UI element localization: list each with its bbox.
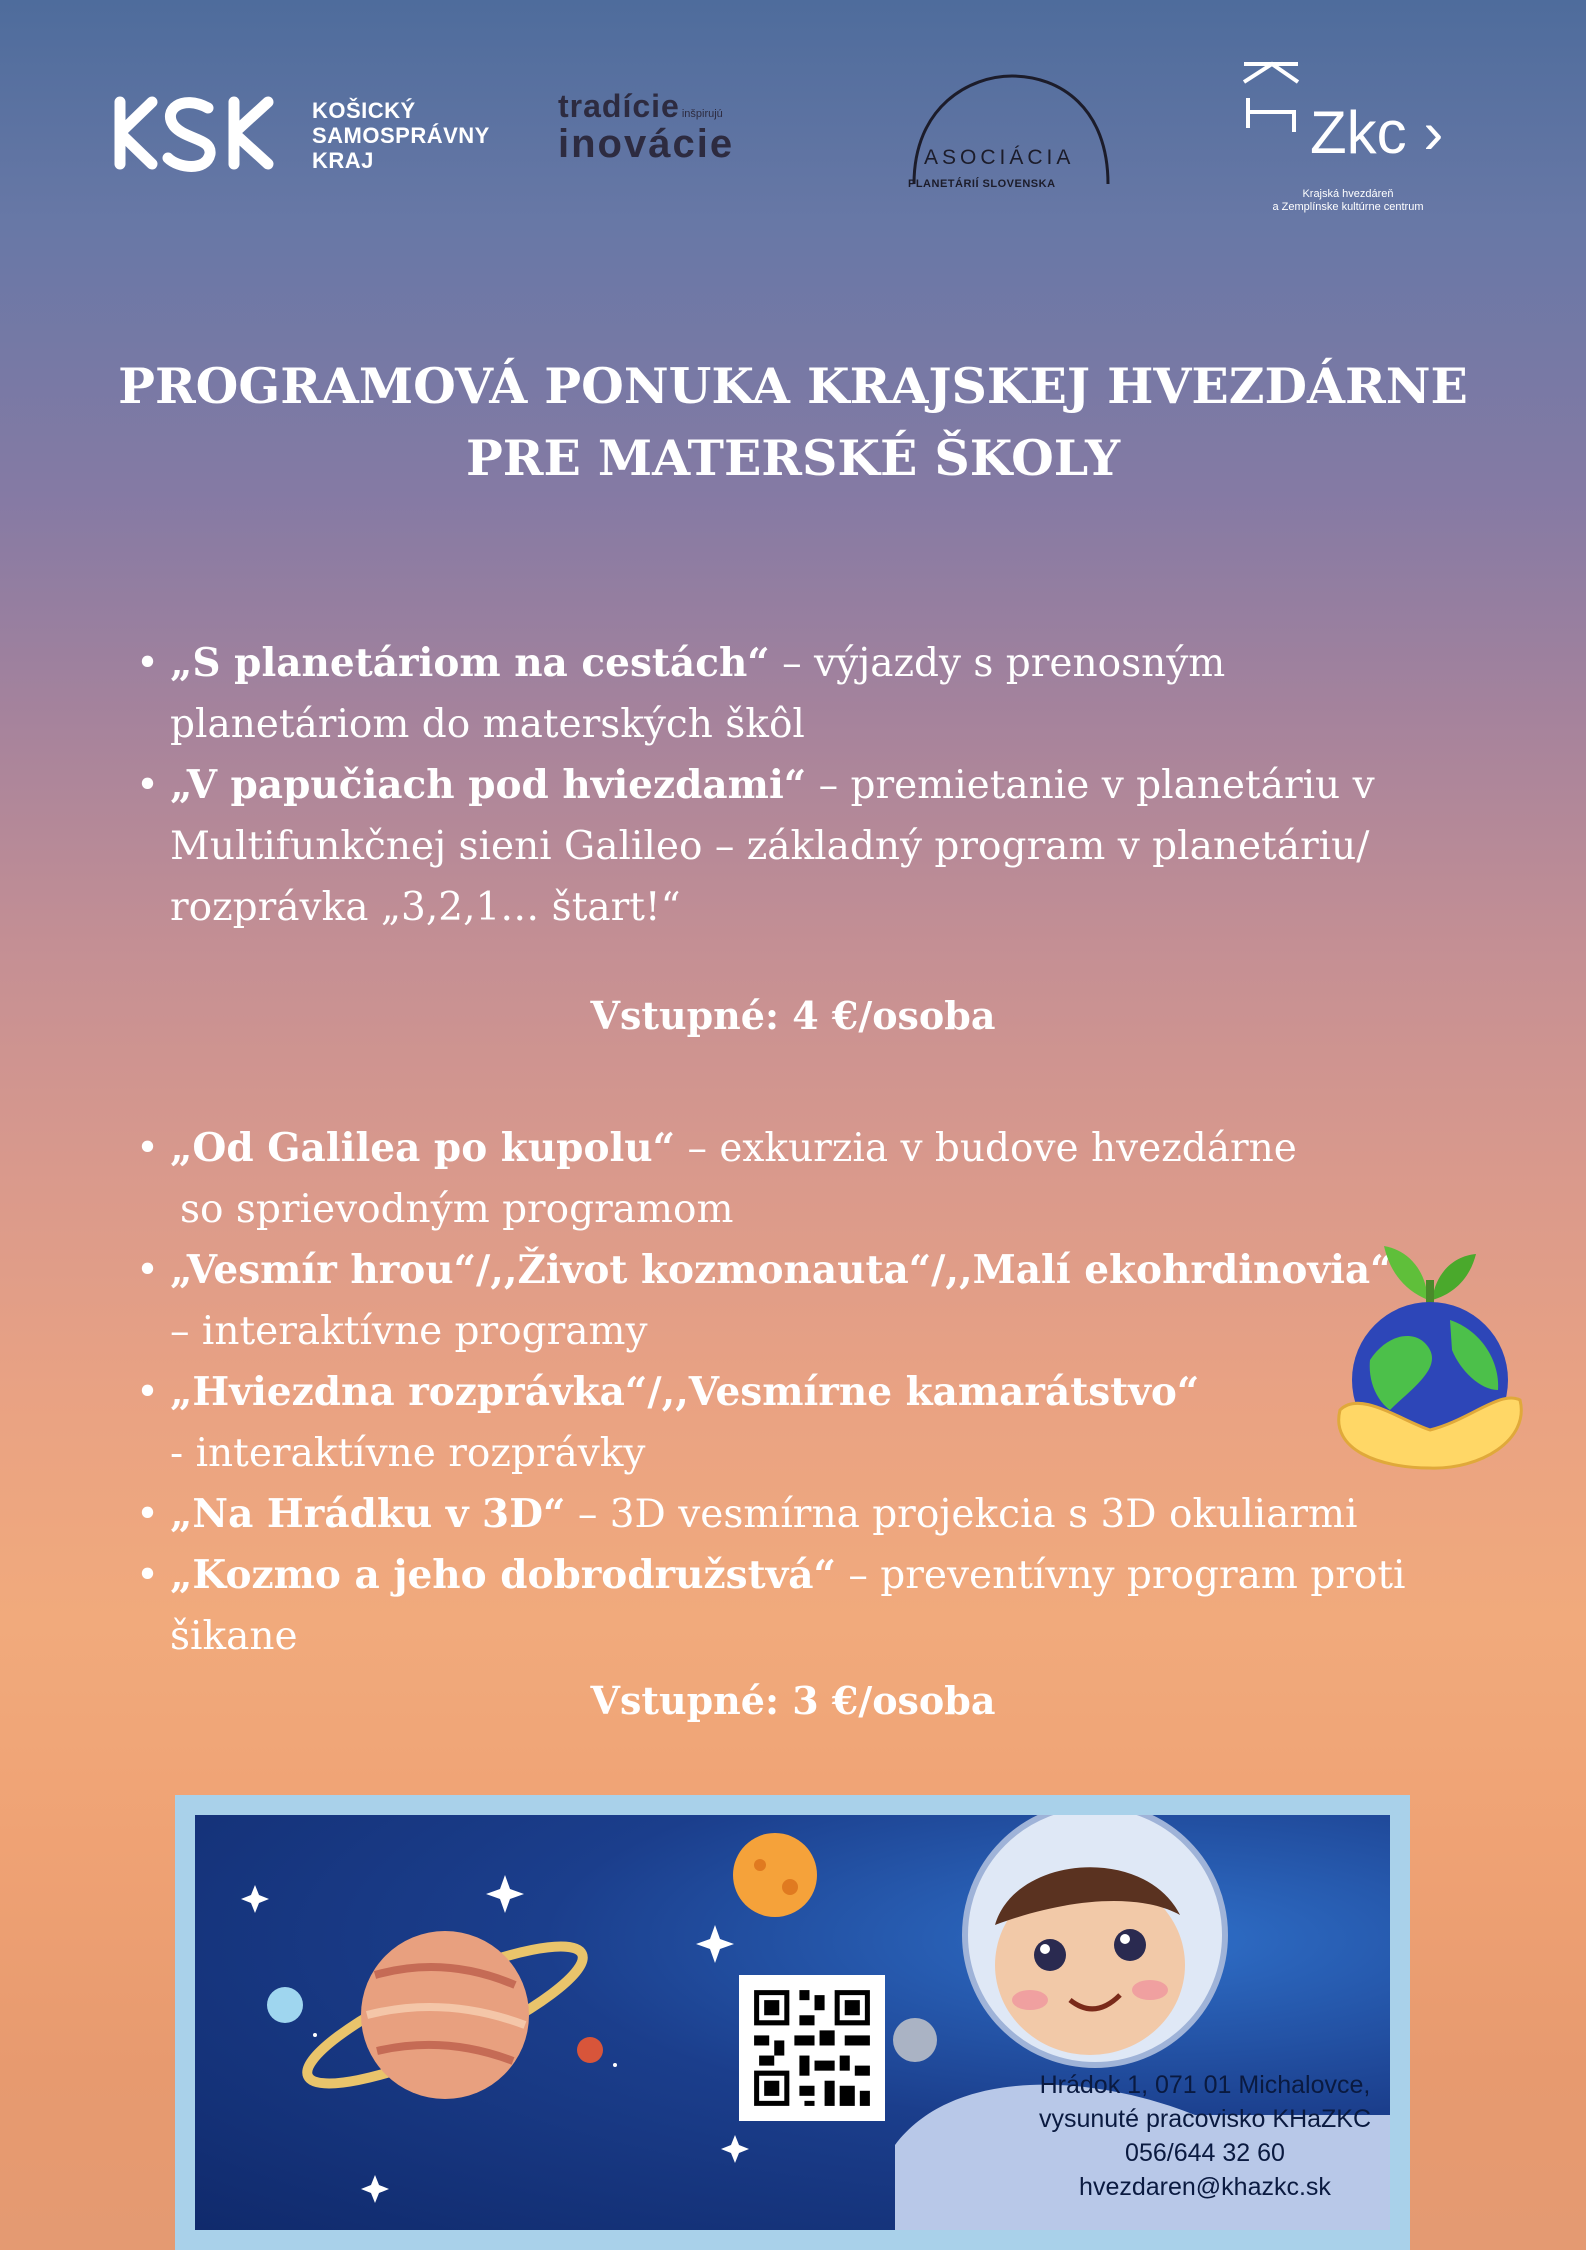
inovacie-text: inovácie (558, 122, 735, 166)
ksk-text-1: KOŠICKÝ (312, 98, 416, 123)
ksk-mark-icon (112, 88, 302, 178)
ksk-logo (112, 88, 492, 198)
qr-code[interactable] (739, 1975, 885, 2121)
address-line-2: vysunuté pracovisko KHaZKC (1038, 2105, 1372, 2133)
program-name: „S planetáriom na cestách“ (170, 640, 770, 686)
small-planet-icon (577, 2037, 603, 2063)
program-name: „Vesmír hrou“/,,Život kozmonauta“/,,Malí ekohrdinovia“ (170, 1247, 1393, 1293)
list-item: • „Na Hrádku v 3D“ – 3D vesmírna projekcia s 3D okuliarmi (136, 1491, 1358, 1537)
eco-globe-icon (1330, 1220, 1530, 1480)
small-planet-icon (267, 1987, 303, 2023)
program-desc: – premietanie v planetáriu v (806, 763, 1375, 808)
list-item: • „Od Galilea po kupolu“ – exkurzia v budove hvezdárne so sprievodným programom (136, 1125, 1297, 1232)
asociacia-text: ASOCIÁCIA (924, 146, 1075, 169)
program-desc-cont: – interaktívne programy (170, 1309, 648, 1354)
list-item: • „Kozmo a jeho dobrodružstvá“ – preventívny program proti šikane (136, 1552, 1406, 1659)
zkc-text: Zkc (1310, 99, 1407, 166)
star-icon (696, 1925, 734, 1963)
address-line-1: Hrádok 1, 071 01 Michalovce, (1039, 2071, 1371, 2099)
star-icon (721, 2135, 749, 2163)
list-item: • „Hviezdna rozprávka“/,,Vesmírne kamarátstvo“ - interaktívne rozprávky (136, 1369, 1200, 1476)
email-address[interactable]: hvezdaren@khazkc.sk (1079, 2173, 1331, 2201)
qr-code-icon (739, 1975, 885, 2121)
program-name: „Kozmo a jeho dobrodružstvá“ (170, 1552, 836, 1598)
list-item: • „V papučiach pod hviezdami“ – premietanie v planetáriu v Multifunkčnej sieni Galileo – základný program v planetáriu/ rozprávka „3,2,1… štart!“ (136, 762, 1375, 930)
ksk-text-3: KRAJ (312, 148, 374, 173)
program-desc-cont: so sprievodným programom (180, 1187, 734, 1232)
price-label-2: Vstupné: 3 €/osoba (590, 1678, 996, 1723)
title-line-1: PROGRAMOVÁ PONUKA KRAJSKEJ HVEZDÁRNE (118, 357, 1468, 415)
inspiruju-text: inšpirujú (681, 108, 723, 120)
tradicie-inovacie-logo (558, 88, 808, 188)
program-desc-cont: Multifunkčnej sieni Galileo – základný program v planetáriu/ (170, 824, 1370, 869)
zkc-sub-2: a Zemplínske kultúrne centrum (1272, 201, 1424, 213)
program-desc: – exkurzia v budove hvezdárne (675, 1126, 1297, 1171)
star-icon (486, 1875, 524, 1913)
zkc-logo: Zkc › Krajská hvezdáreň a Zemplínske kultúrne centrum (1238, 58, 1478, 208)
program-list-1 (130, 633, 1490, 938)
tradicie-text: tradície (558, 88, 680, 124)
page-title (0, 350, 1586, 494)
star-icon (361, 2175, 389, 2203)
program-list-2 (130, 1118, 1490, 1667)
program-desc-cont: rozprávka „3,2,1… štart!“ (170, 885, 681, 930)
title-line-2: PRE MATERSKÉ ŠKOLY (465, 429, 1121, 487)
asociacia-sub-text: PLANETÁRIÍ SLOVENSKA (908, 178, 1056, 190)
list-item: • „S planetáriom na cestách“ – výjazdy s prenosným planetáriom do materských škôl (136, 640, 1226, 747)
program-desc-cont: planetáriom do materských škôl (170, 702, 805, 747)
contact-address (1005, 2068, 1390, 2204)
price-label-1: Vstupné: 4 €/osoba (590, 993, 996, 1038)
orange-planet-icon (733, 1833, 817, 1917)
list-item: • „Vesmír hrou“/,,Život kozmonauta“/,,Malí ekohrdinovia“ – interaktívne programy (136, 1247, 1393, 1354)
program-desc-cont: - interaktívne rozprávky (170, 1431, 646, 1476)
moon-icon (893, 2018, 937, 2062)
program-desc: – preventívny program proti šikane (170, 1553, 1406, 1659)
program-desc: – 3D vesmírna projekcia s 3D okuliarmi (565, 1492, 1358, 1537)
saturn-icon (294, 1923, 596, 2107)
program-name: „V papučiach pod hviezdami“ (170, 762, 807, 808)
asociacia-logo (900, 66, 1120, 206)
program-name: „Hviezdna rozprávka“/,,Vesmírne kamarátstvo“ (170, 1369, 1200, 1415)
phone-number[interactable]: 056/644 32 60 (1125, 2139, 1285, 2167)
footer-banner (175, 1795, 1410, 2250)
program-desc: – výjazdy s prenosným (769, 641, 1226, 686)
program-name: „Od Galilea po kupolu“ (170, 1125, 676, 1171)
logo-bar (0, 58, 1586, 218)
star-icon (241, 1885, 269, 1913)
kh-mark-icon (1238, 58, 1308, 138)
zkc-sub-1: Krajská hvezdáreň (1302, 188, 1394, 200)
program-name: „Na Hrádku v 3D“ (170, 1491, 566, 1537)
ksk-text-2: SAMOSPRÁVNY (312, 123, 490, 148)
